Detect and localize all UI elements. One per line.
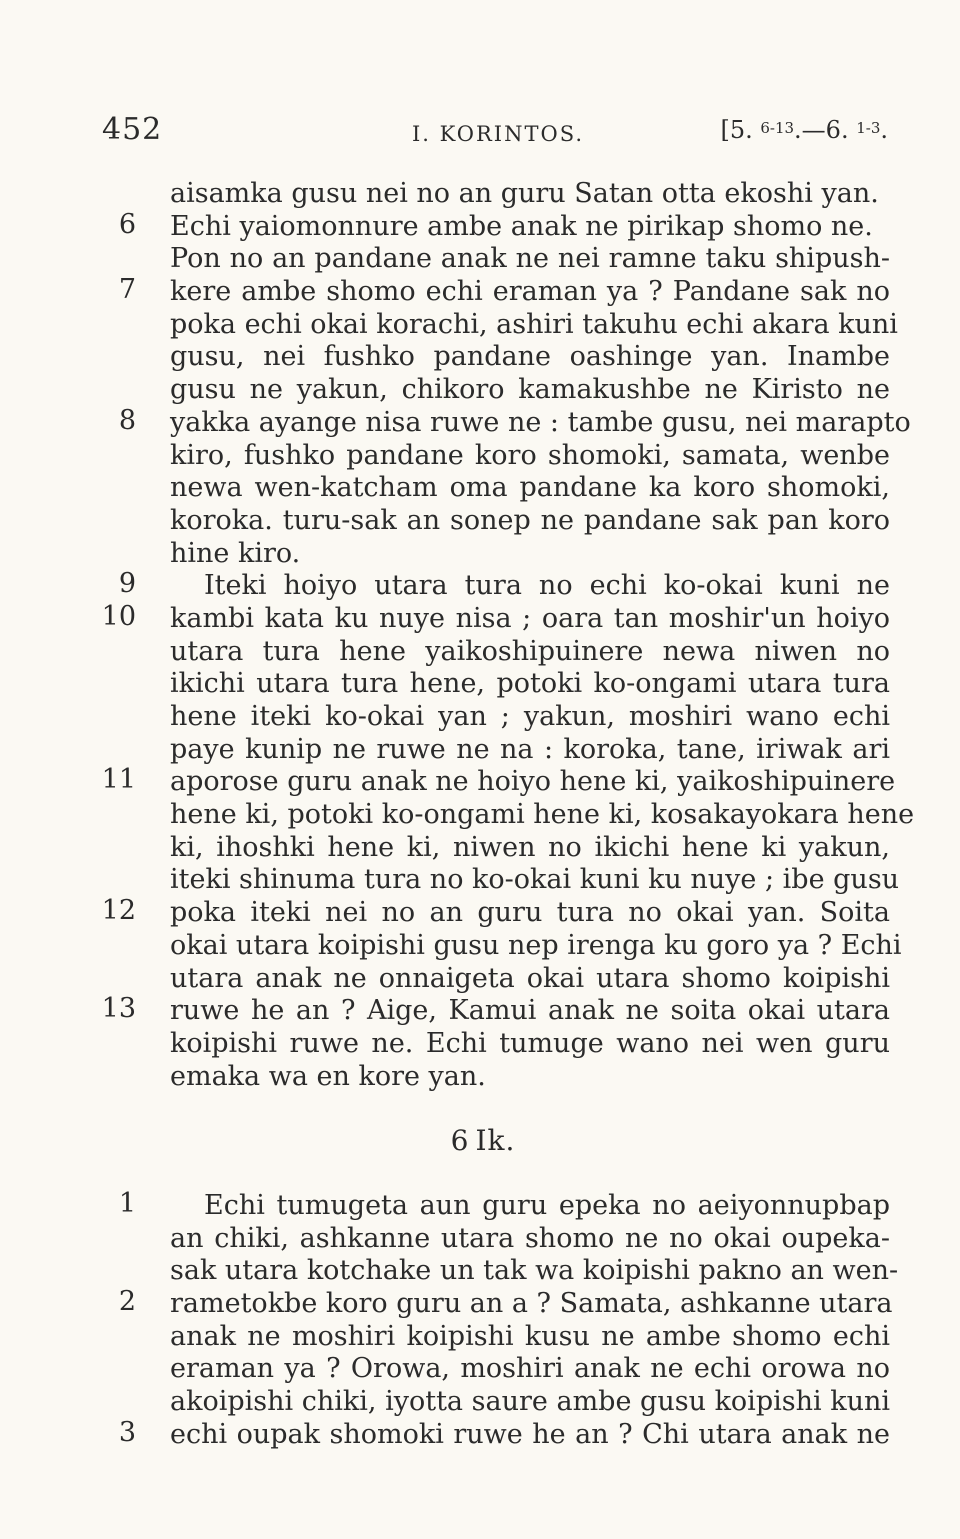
line-text: sak utara kotchake un tak wa koipishi pakno an wen-: [170, 1255, 899, 1287]
book-title: I. KORINTOS.: [412, 122, 585, 146]
line-text: okai utara koipishi gusu nep irenga ku goro ya ? Echi: [170, 929, 902, 961]
line-text: Iteki hoiyo utara tura no echi ko-okai kuni ne: [204, 570, 890, 602]
text-line: [0, 538, 960, 571]
text-line: [0, 1028, 960, 1061]
line-text: kiro, fushko pandane koro shomoki, samata, wenbe: [170, 439, 890, 471]
line-text: kere ambe shomo echi eraman ya ? Pandane sak no: [170, 276, 890, 308]
chapter-number: 6: [450, 1124, 470, 1157]
text-line: [0, 766, 960, 799]
line-text: echi oupak shomoki ruwe he an ? Chi utara anak ne: [170, 1418, 890, 1450]
text-line: [0, 1061, 960, 1094]
verse-number: 3: [118, 1416, 136, 1448]
line-text: paye kunip ne ruwe ne na : koroka, tane, iriwak ari: [170, 733, 890, 765]
ref-bracket: [5.: [720, 116, 761, 144]
line-text: yakka ayange nisa ruwe ne : tambe gusu, nei marapto: [170, 406, 911, 438]
text-line: [0, 276, 960, 309]
text-line: [0, 505, 960, 538]
text-line: [0, 897, 960, 930]
line-text: emaka wa en kore yan.: [170, 1060, 486, 1092]
line-text: Pon no an pandane anak ne nei ramne taku shipush-: [170, 243, 890, 275]
line-text: anak ne moshiri koipishi kusu ne ambe shomo echi: [170, 1320, 890, 1352]
page-number: 452: [102, 112, 163, 147]
text-line: [0, 243, 960, 276]
text-line: [0, 668, 960, 701]
line-text: hene ki, potoki ko-ongami hene ki, kosakayokara hene: [170, 799, 915, 831]
line-text: Echi tumugeta aun guru epeka no aeiyonnupbap: [204, 1190, 890, 1221]
text-line: [0, 178, 960, 211]
text-line: [0, 1386, 960, 1419]
line-text: hine kiro.: [170, 537, 301, 569]
verse-number: 2: [118, 1286, 136, 1318]
text-block-chapter-5: [0, 178, 960, 1093]
line-text: rametokbe koro guru an a ? Samata, ashkanne utara: [170, 1288, 893, 1320]
line-text: eraman ya ? Orowa, moshiri anak ne echi orowa no: [170, 1353, 890, 1385]
chapter-heading: [0, 1124, 960, 1157]
text-line: [0, 1190, 960, 1223]
line-text: koroka. turu-sak an sonep ne pandane sak pan koro: [170, 504, 890, 536]
text-line: [0, 374, 960, 407]
text-line: [0, 864, 960, 897]
line-text: utara tura hene yaikoshipuinere newa niwen no: [170, 635, 890, 667]
ref-end: .: [880, 116, 888, 144]
text-line: [0, 832, 960, 865]
text-line: [0, 404, 960, 440]
line-text: poka echi okai korachi, ashiri takuhu echi akara kuni: [170, 308, 898, 340]
verse-number: 11: [101, 764, 136, 796]
line-text: poka iteki nei no an guru tura no okai yan. Soita: [170, 897, 890, 929]
text-line: [0, 1223, 960, 1256]
line-text: aporose guru anak ne hoiyo hene ki, yaikoshipuinere: [170, 766, 896, 798]
line-text: ikichi utara tura hene, potoki ko-ongami utara tura: [170, 668, 890, 700]
text-line: [0, 701, 960, 734]
text-line: [0, 208, 960, 244]
chapter-verse-reference: [720, 116, 888, 144]
text-line: [0, 600, 960, 636]
text-line: [0, 440, 960, 473]
text-line: [0, 1288, 960, 1321]
text-line: [0, 995, 960, 1028]
line-text: an chiki, ashkanne utara shomo ne no okai oupeka-: [170, 1222, 890, 1254]
text-line: [0, 472, 960, 505]
text-line: [0, 636, 960, 669]
line-text: utara anak ne onnaigeta okai utara shomo koipishi: [170, 962, 890, 994]
verse-number: 10: [101, 600, 136, 632]
line-text: aisamka gusu nei no an guru Satan otta ekoshi yan.: [170, 178, 879, 209]
line-text: gusu, nei fushko pandane oashinge yan. Inambe: [170, 341, 890, 373]
text-line: [0, 570, 960, 603]
verse-number: 7: [118, 274, 136, 306]
text-line: [0, 1321, 960, 1354]
line-text: koipishi ruwe ne. Echi tumuge wano nei wen guru: [170, 1027, 890, 1059]
line-text: gusu ne yakun, chikoro kamakushbe ne Kiristo ne: [170, 374, 890, 406]
line-text: ki, ihoshki hene ki, niwen no ikichi hene ki yakun,: [170, 831, 890, 863]
verse-number: 8: [118, 404, 136, 436]
text-line: [0, 1416, 960, 1452]
text-line: [0, 1255, 960, 1288]
line-text: newa wen-katcham oma pandane ka koro shomoki,: [170, 472, 890, 504]
text-line: [0, 309, 960, 342]
ref-mid: .—6.: [794, 116, 857, 144]
verse-number: 1: [118, 1188, 136, 1219]
line-text: akoipishi chiki, iyotta saure ambe gusu koipishi kuni: [170, 1386, 890, 1418]
chapter-label: Ik.: [475, 1124, 516, 1157]
line-text: ruwe he an ? Aige, Kamui anak ne soita okai utara: [170, 995, 890, 1027]
ref-verses-start: 6-13: [760, 119, 795, 137]
line-text: iteki shinuma tura no ko-okai kuni ku nuye ; ibe gusu: [170, 864, 900, 896]
running-header: [0, 112, 960, 152]
verse-number: 13: [101, 993, 136, 1025]
line-text: kambi kata ku nuye nisa ; oara tan moshir'un hoiyo: [170, 602, 890, 634]
line-text: hene iteki ko-okai yan ; yakun, moshiri wano echi: [170, 701, 890, 732]
text-line: [0, 1353, 960, 1386]
verse-number: 12: [101, 895, 136, 927]
text-line: [0, 341, 960, 374]
text-block-chapter-6: [0, 1190, 960, 1452]
line-text: Echi yaiomonnure ambe anak ne pirikap shomo ne.: [170, 210, 873, 242]
ref-verses-end: 1-3: [856, 119, 881, 137]
text-line: [0, 799, 960, 832]
verse-number: 9: [118, 568, 136, 600]
text-line: [0, 930, 960, 963]
text-line: [0, 963, 960, 996]
text-line: [0, 734, 960, 767]
verse-number: 6: [118, 208, 136, 240]
